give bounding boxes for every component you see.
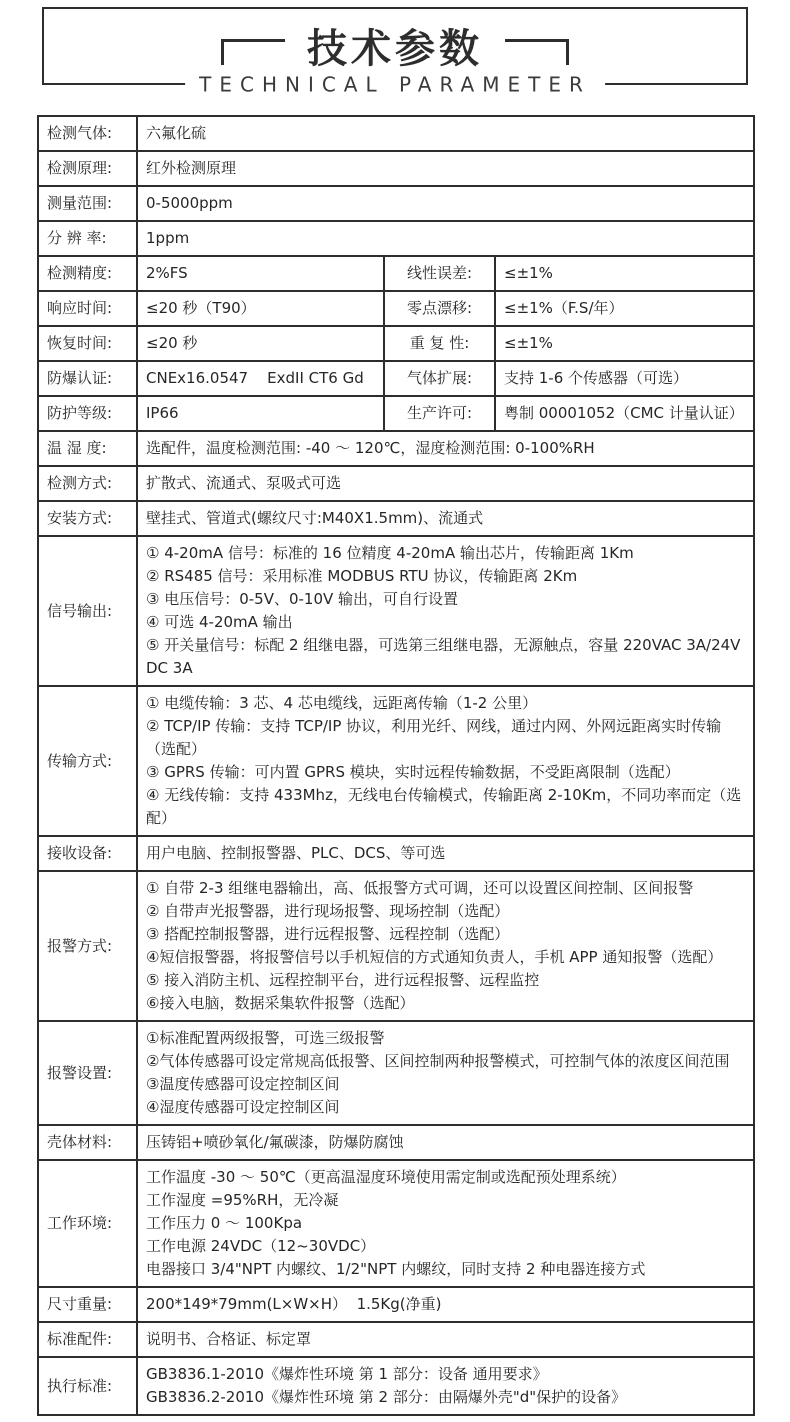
value-line: ③温度传感器可设定控制区间	[146, 1075, 340, 1093]
row-value-2: ≤±1%	[495, 326, 754, 361]
row-value	[137, 1287, 754, 1322]
value-line: ④短信报警器，将报警信号以手机短信的方式通知负责人，手机 APP 通知报警（选配）	[146, 948, 723, 966]
row-label: 执行标准:	[38, 1357, 137, 1415]
row-label: 检测精度:	[38, 256, 137, 291]
table-row	[38, 466, 754, 501]
row-value	[137, 466, 754, 501]
row-label: 工作环境:	[38, 1160, 137, 1287]
table-row	[38, 1287, 754, 1322]
row-label: 响应时间:	[38, 291, 137, 326]
row-label: 检测气体:	[38, 116, 137, 151]
value-line: ② RS485 信号：采用标准 MODBUS RTU 协议，传输距离 2Km	[146, 567, 578, 585]
value-line: ② TCP/IP 传输：支持 TCP/IP 协议，利用光纤、网线，通过内网、外网远距离实时传输（选配）	[146, 717, 722, 758]
row-label: 分 辨 率:	[38, 221, 137, 256]
table-row	[38, 1357, 754, 1415]
row-value: 2%FS	[137, 256, 384, 291]
value-line: GB3836.1-2010《爆炸性环境 第 1 部分：设备 通用要求》	[146, 1365, 548, 1383]
row-label: 尺寸重量:	[38, 1287, 137, 1322]
table-row	[38, 256, 754, 291]
value-line: ④ 可选 4-20mA 输出	[146, 613, 293, 631]
table-row	[38, 1322, 754, 1357]
value-line: 用户电脑、控制报警器、PLC、DCS、等可选	[146, 844, 446, 862]
table-row	[38, 361, 754, 396]
page-title: 技术参数	[307, 26, 483, 72]
row-value	[137, 536, 754, 686]
header-box	[42, 7, 748, 97]
value-line: 扩散式、流通式、泵吸式可选	[146, 474, 342, 492]
value-line: ①标准配置两级报警，可选三级报警	[146, 1029, 385, 1047]
row-value	[137, 1125, 754, 1160]
value-line: ② 自带声光报警器，进行现场报警、现场控制（选配）	[146, 902, 510, 920]
row-value-2: ≤±1%（F.S/年）	[495, 291, 754, 326]
value-line: GB3836.2-2010《爆炸性环境 第 2 部分：由隔爆外壳"d"保护的设备》	[146, 1388, 627, 1406]
value-line: ②气体传感器可设定常规高低报警、区间控制两种报警模式，可控制气体的浓度区间范围	[146, 1052, 730, 1070]
value-line: ① 4-20mA 信号：标准的 16 位精度 4-20mA 输出芯片，传输距离 1Km	[146, 544, 634, 562]
value-line: ③ 电压信号：0-5V、0-10V 输出，可自行设置	[146, 590, 459, 608]
value-line: ⑤ 接入消防主机、远程控制平台，进行远程报警、远程监控	[146, 971, 540, 989]
row-value-2: ≤±1%	[495, 256, 754, 291]
value-line: 1ppm	[146, 229, 190, 247]
row-value: IP66	[137, 396, 384, 431]
row-value: CNEx16.0547 ExdII CT6 Gd	[137, 361, 384, 396]
table-row	[38, 836, 754, 871]
value-line: 工作湿度 =95%RH，无冷凝	[146, 1191, 339, 1209]
value-line: 工作温度 -30 ～ 50℃（更高温湿度环境使用需定制或选配预处理系统）	[146, 1168, 626, 1186]
row-label: 恢复时间:	[38, 326, 137, 361]
corner-bracket-right-icon	[505, 39, 569, 65]
row-value	[137, 871, 754, 1021]
table-row	[38, 151, 754, 186]
value-line: ④ 无线传输：支持 433Mhz，无线电台传输模式，传输距离 2-10Km，不同功率而定（选配）	[146, 786, 742, 827]
row-value: ≤20 秒（T90）	[137, 291, 384, 326]
table-row	[38, 326, 754, 361]
value-line: ④湿度传感器可设定控制区间	[146, 1098, 340, 1116]
corner-bracket-left-icon	[221, 39, 285, 65]
row-value	[137, 1322, 754, 1357]
value-line: 工作压力 0 ～ 100Kpa	[146, 1214, 303, 1232]
row-value	[137, 501, 754, 536]
value-line: ① 自带 2-3 组继电器输出，高、低报警方式可调，还可以设置区间控制、区间报警	[146, 879, 694, 897]
value-line: ⑥接入电脑，数据采集软件报警（选配）	[146, 994, 415, 1012]
row-label: 壳体材料:	[38, 1125, 137, 1160]
row-label-2: 线性误差:	[384, 256, 495, 291]
row-value	[137, 836, 754, 871]
value-line: 说明书、合格证、标定罩	[146, 1330, 312, 1348]
value-line: 0-5000ppm	[146, 194, 233, 212]
row-label: 信号输出:	[38, 536, 137, 686]
row-label-2: 零点漂移:	[384, 291, 495, 326]
row-label: 防爆认证:	[38, 361, 137, 396]
row-label: 报警方式:	[38, 871, 137, 1021]
value-line: 200*149*79mm(L×W×H） 1.5Kg(净重)	[146, 1295, 442, 1313]
value-line: 壁挂式、管道式(螺纹尺寸:M40X1.5mm)、流通式	[146, 509, 484, 527]
row-label-2: 重 复 性:	[384, 326, 495, 361]
row-label-2: 生产许可:	[384, 396, 495, 431]
value-line: 选配件，温度检测范围: -40 ～ 120℃，湿度检测范围: 0-100%RH	[146, 439, 595, 457]
table-row	[38, 291, 754, 326]
row-value	[137, 116, 754, 151]
table-row	[38, 186, 754, 221]
row-value	[137, 1160, 754, 1287]
value-line: 电器接口 3/4"NPT 内螺纹、1/2"NPT 内螺纹，同时支持 2 种电器连接方式	[146, 1260, 646, 1278]
row-value	[137, 431, 754, 466]
value-line: 红外检测原理	[146, 159, 237, 177]
value-line: ⑤ 开关量信号：标配 2 组继电器，可选第三组继电器，无源触点，容量 220VAC 3A/24VDC 3A	[146, 636, 741, 677]
row-value: ≤20 秒	[137, 326, 384, 361]
spec-table	[37, 115, 755, 1416]
value-line: 六氟化硫	[146, 124, 207, 142]
table-row	[38, 396, 754, 431]
row-label: 防护等级:	[38, 396, 137, 431]
row-value	[137, 1021, 754, 1125]
row-value	[137, 686, 754, 836]
table-row	[38, 1125, 754, 1160]
value-line: ③ 搭配控制报警器，进行远程报警、远程控制（选配）	[146, 925, 510, 943]
row-value	[137, 151, 754, 186]
table-row	[38, 536, 754, 686]
page-subtitle: TECHNICAL PARAMETER	[185, 72, 605, 96]
table-row	[38, 686, 754, 836]
spec-table-body	[38, 116, 754, 1415]
value-line: 工作电源 24VDC（12~30VDC）	[146, 1237, 376, 1255]
row-label: 温 湿 度:	[38, 431, 137, 466]
table-row	[38, 221, 754, 256]
value-line: 压铸铝+喷砂氧化/氟碳漆，防爆防腐蚀	[146, 1133, 404, 1151]
table-row	[38, 116, 754, 151]
table-row	[38, 1021, 754, 1125]
row-label: 传输方式:	[38, 686, 137, 836]
row-value-2: 粤制 00001052（CMC 计量认证）	[495, 396, 754, 431]
row-label: 检测原理:	[38, 151, 137, 186]
row-label: 测量范围:	[38, 186, 137, 221]
row-value	[137, 1357, 754, 1415]
value-line: ① 电缆传输：3 芯、4 芯电缆线，远距离传输（1-2 公里）	[146, 694, 538, 712]
table-row	[38, 871, 754, 1021]
table-row	[38, 501, 754, 536]
row-label: 安装方式:	[38, 501, 137, 536]
row-label: 检测方式:	[38, 466, 137, 501]
row-label: 标准配件:	[38, 1322, 137, 1357]
row-value-2: 支持 1-6 个传感器（可选）	[495, 361, 754, 396]
row-label: 报警设置:	[38, 1021, 137, 1125]
row-label: 接收设备:	[38, 836, 137, 871]
row-value	[137, 186, 754, 221]
title-row	[44, 9, 746, 73]
row-value	[137, 221, 754, 256]
table-row	[38, 431, 754, 466]
row-label-2: 气体扩展:	[384, 361, 495, 396]
value-line: ③ GPRS 传输：可内置 GPRS 模块，实时远程传输数据，不受距离限制（选配）	[146, 763, 680, 781]
table-row	[38, 1160, 754, 1287]
